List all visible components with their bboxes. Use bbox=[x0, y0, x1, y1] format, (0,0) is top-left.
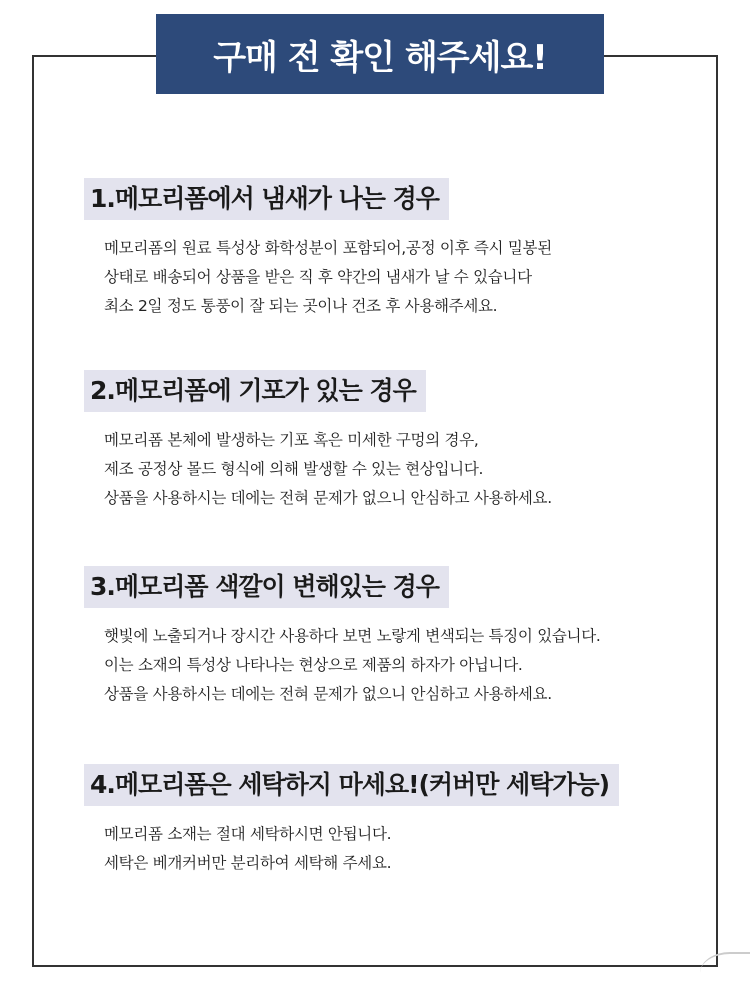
section-body bbox=[84, 426, 710, 513]
section-discoloration bbox=[84, 566, 710, 709]
body-line: 메모리폼 소재는 절대 세탁하시면 안됩니다. bbox=[104, 825, 392, 843]
body-line: 메모리폼의 원료 특성상 화학성분이 포함되어,공정 이후 즉시 밀봉된 bbox=[104, 239, 552, 257]
body-line: 세탁은 베개커버만 분리하여 세탁해 주세요. bbox=[104, 854, 392, 872]
section-body bbox=[84, 820, 710, 878]
corner-decoration bbox=[700, 952, 750, 994]
body-line: 이는 소재의 특성상 나타나는 현상으로 제품의 하자가 아닙니다. bbox=[104, 656, 523, 674]
section-heading: 1.메모리폼에서 냄새가 나는 경우 bbox=[84, 178, 449, 220]
section-heading: 4.메모리폼은 세탁하지 마세요!(커버만 세탁가능) bbox=[84, 764, 619, 806]
body-line: 제조 공정상 몰드 형식에 의해 발생할 수 있는 현상입니다. bbox=[104, 460, 484, 478]
section-bubbles bbox=[84, 370, 710, 513]
section-odor bbox=[84, 178, 710, 321]
body-line: 상품을 사용하시는 데에는 전혀 문제가 없으니 안심하고 사용하세요. bbox=[104, 489, 552, 507]
section-washing bbox=[84, 764, 710, 878]
body-line: 상품을 사용하시는 데에는 전혀 문제가 없으니 안심하고 사용하세요. bbox=[104, 685, 552, 703]
body-line: 최소 2일 정도 통풍이 잘 되는 곳이나 건조 후 사용해주세요. bbox=[104, 297, 498, 315]
section-heading: 2.메모리폼에 기포가 있는 경우 bbox=[84, 370, 426, 412]
notice-banner bbox=[156, 14, 604, 94]
body-line: 상태로 배송되어 상품을 받은 직 후 약간의 냄새가 날 수 있습니다 bbox=[104, 268, 532, 286]
section-heading: 3.메모리폼 색깔이 변해있는 경우 bbox=[84, 566, 449, 608]
banner-title: 구매 전 확인 해주세요! bbox=[213, 37, 547, 78]
section-body bbox=[84, 622, 710, 709]
body-line: 메모리폼 본체에 발생하는 기포 혹은 미세한 구멍의 경우, bbox=[104, 431, 479, 449]
body-line: 햇빛에 노출되거나 장시간 사용하다 보면 노랗게 변색되는 특징이 있습니다. bbox=[104, 627, 601, 645]
section-body bbox=[84, 234, 710, 321]
